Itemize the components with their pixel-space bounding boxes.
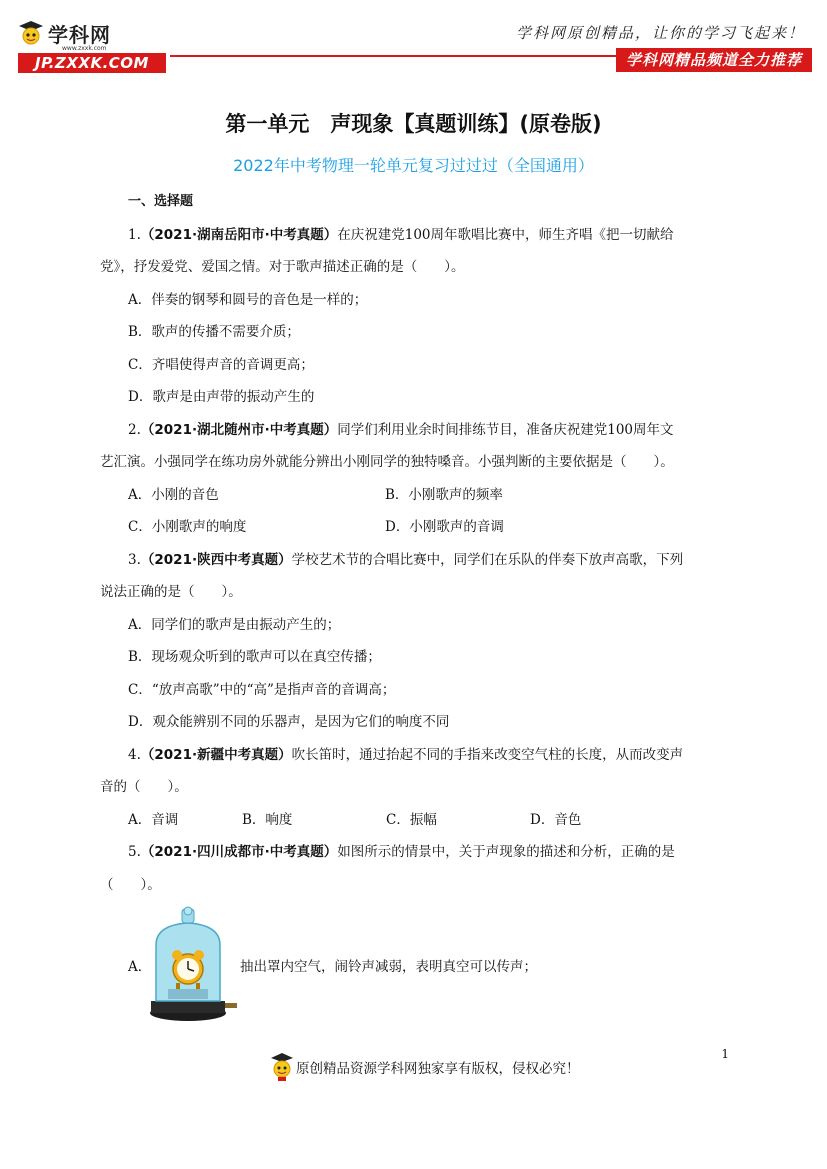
question-3-option-b: B．现场观众听到的歌声可以在真空传播； <box>128 649 381 665</box>
question-2-line-1: 2.（2021·湖北随州市·中考真题）同学们利用业余时间排练节目，准备庆祝建党100周年文 <box>128 422 674 438</box>
question-2-option-a: A．小刚的音色 <box>128 487 219 503</box>
question-3-line-1: 3.（2021·陕西中考真题）学校艺术节的合唱比赛中，同学们在乐队的伴奏下放声高歌，下列 <box>128 552 684 568</box>
question-source: （2021·湖南岳阳市·中考真题） <box>140 227 338 243</box>
question-1-line-1: 1.（2021·湖南岳阳市·中考真题）在庆祝建党100周年歌唱比赛中，师生齐唱《把一切献给 <box>128 227 674 243</box>
question-2-option-b: B．小刚歌声的频率 <box>385 487 503 503</box>
question-1-option-a: A．伴奏的钢琴和圆号的音色是一样的； <box>128 292 368 308</box>
page-number: 1 <box>721 1047 729 1061</box>
question-source: （2021·新疆中考真题） <box>140 747 292 763</box>
question-1-line-2: 党》，抒发爱党、爱国之情。对于歌声描述正确的是（ ）。 <box>100 259 465 275</box>
site-logo[interactable] <box>18 18 168 76</box>
question-4-line-1: 4.（2021·新疆中考真题）吹长笛时，通过抬起不同的手指来改变空气柱的长度，从而改变声 <box>128 747 684 763</box>
logo-url: JP.ZXXK.COM <box>18 53 166 73</box>
question-source: （2021·湖北随州市·中考真题） <box>140 422 338 438</box>
bell-jar-alarm-clock-image <box>148 905 243 1023</box>
page-title: 第一单元 声现象【真题训练】(原卷版) <box>225 112 602 136</box>
question-2-option-c: C．小刚歌声的响度 <box>128 519 247 535</box>
question-3-line-2: 说法正确的是（ ）。 <box>100 584 242 600</box>
question-5-line-2: （ ）。 <box>100 877 161 893</box>
page-subtitle: 2022年中考物理一轮单元复习过过过（全国通用） <box>233 156 594 175</box>
question-4-line-2: 音的（ ）。 <box>100 779 188 795</box>
header-slogan: 学科网原创精品，让你的学习飞起来！ <box>515 24 805 42</box>
question-4-option-b: B．响度 <box>242 812 293 828</box>
question-1-option-b: B．歌声的传播不需要介质； <box>128 324 300 340</box>
question-source: （2021·四川成都市·中考真题） <box>140 844 338 860</box>
mascot-icon <box>18 20 44 46</box>
question-3-option-c: C．“放声高歌”中的“高”是指声音的音调高； <box>128 682 396 698</box>
question-4-option-c: C．振幅 <box>386 812 437 828</box>
question-5-line-1: 5.（2021·四川成都市·中考真题）如图所示的情景中，关于声现象的描述和分析，正确的是 <box>128 844 675 860</box>
question-2-option-d: D．小刚歌声的音调 <box>385 519 504 535</box>
question-3-option-d: D．观众能辨别不同的乐器声，是因为它们的响度不同 <box>128 714 450 730</box>
footer <box>270 1052 580 1082</box>
logo-domain-small: www.zxxk.com <box>62 45 107 52</box>
question-1-option-c: C．齐唱使得声音的音调更高； <box>128 357 314 373</box>
section-heading: 一、选择题 <box>128 194 194 209</box>
question-4-option-a: A．音调 <box>128 812 179 828</box>
question-1-option-d: D．歌声是由声带的振动产生的 <box>128 389 315 405</box>
question-2-line-2: 艺汇演。小强同学在练功房外就能分辨出小刚同学的独特嗓音。小强判断的主要依据是（ ）。 <box>100 454 674 470</box>
mascot-icon <box>270 1052 294 1082</box>
question-4-option-d: D．音色 <box>530 812 582 828</box>
logo-text: 学科网 <box>48 22 111 47</box>
question-5-option-a-label: A． <box>128 959 152 975</box>
question-source: （2021·陕西中考真题） <box>140 552 292 568</box>
question-3-option-a: A．同学们的歌声是由振动产生的； <box>128 617 341 633</box>
question-5-option-a-text: 抽出罩内空气，闹铃声减弱，表明真空可以传声； <box>240 959 537 975</box>
footer-copyright: 原创精品资源学科网独家享有版权，侵权必究！ <box>296 1061 580 1077</box>
header-banner[interactable]: 学科网精品频道全力推荐 <box>616 48 812 72</box>
